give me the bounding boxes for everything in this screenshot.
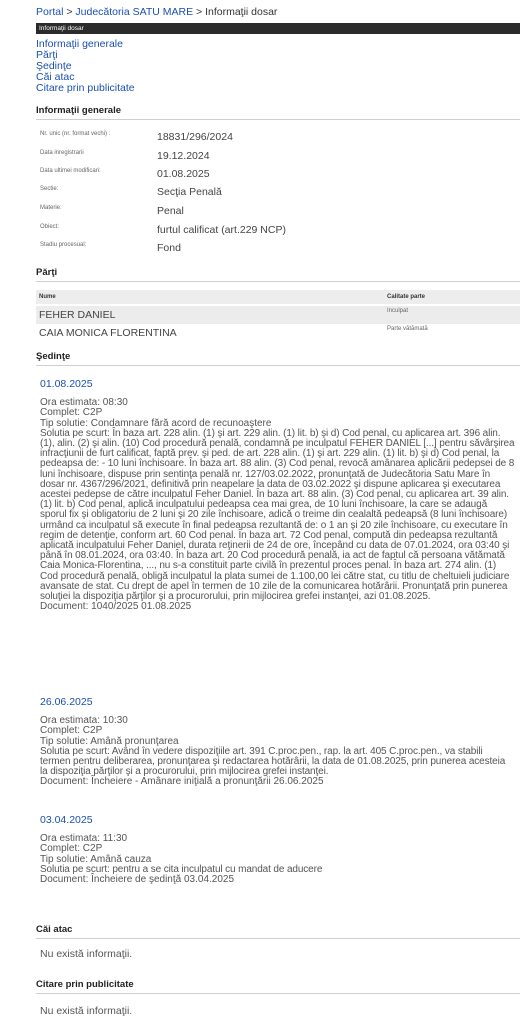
- table-row: [36, 324, 520, 342]
- info-label: Data inregistrarii: [40, 150, 84, 156]
- hearing-panel: Complet: C2P: [40, 407, 103, 419]
- info-row-data-modificari: [40, 168, 510, 186]
- nav-link-sedinte[interactable]: Şedinţe: [36, 60, 72, 72]
- section-title-parti: Părţi: [36, 267, 520, 282]
- section-title-general: Informaţii generale: [36, 105, 520, 120]
- breadcrumb-separator: >: [63, 6, 76, 18]
- hearing-time: Ora estimata: 11:30: [40, 833, 128, 845]
- info-label: Obiect:: [40, 224, 60, 230]
- breadcrumb-separator: >: [193, 6, 206, 18]
- hearing-document: Document: Încheiere de şedinţă 03.04.2025: [40, 874, 235, 886]
- nav-link-informatii-generale[interactable]: Informaţii generale: [36, 38, 123, 50]
- breadcrumb: [36, 6, 277, 18]
- column-header-calitate: Calitate parte: [387, 294, 426, 300]
- party-name: FEHER DANIEL: [39, 309, 116, 321]
- info-label: Materie:: [40, 205, 62, 211]
- citare-empty-message: Nu există informaţii.: [40, 1005, 133, 1017]
- hearing-item: [40, 379, 515, 612]
- page-title-bar: Informaţii dosar: [36, 23, 520, 34]
- info-row-nr-unic: [40, 131, 510, 149]
- hearing-time: Ora estimata: 10:30: [40, 715, 128, 727]
- hearing-panel: Complet: C2P: [40, 725, 103, 737]
- breadcrumb-court-link[interactable]: Judecătoria SATU MARE: [75, 6, 194, 18]
- breadcrumb-current: Informaţii dosar: [205, 6, 278, 18]
- column-header-nume: Nume: [39, 294, 56, 300]
- hearing-date-link[interactable]: 26.06.2025: [40, 696, 93, 708]
- info-label: Data ultimei modificari:: [40, 168, 101, 174]
- section-title-citare: Citare prin publicitate: [36, 979, 520, 994]
- hearing-item: [40, 815, 515, 885]
- cai-atac-empty-message: Nu există informaţii.: [40, 948, 133, 960]
- info-row-stadiu: [40, 242, 510, 260]
- hearing-solution-type: Tip solutie: Amână cauza: [40, 853, 152, 865]
- hearing-document: Document: Încheiere - Amânare iniţială a pronunţării 26.06.2025: [40, 776, 324, 788]
- hearing-document: Document: 1040/2025 01.08.2025: [40, 601, 192, 613]
- table-row: [36, 306, 520, 324]
- hearing-date-link[interactable]: 03.04.2025: [40, 814, 93, 826]
- info-row-data-inregistrarii: [40, 150, 510, 168]
- section-title-cai-atac: Căi atac: [36, 924, 520, 939]
- info-row-obiect: [40, 224, 510, 242]
- info-value: 01.08.2025: [157, 168, 210, 180]
- info-value: Secţia Penală: [157, 186, 222, 198]
- info-label: Nr. unic (nr. format vechi) :: [40, 131, 111, 137]
- info-value: furtul calificat (art.229 NCP): [157, 224, 286, 236]
- party-quality: Inculpat: [387, 308, 409, 314]
- hearing-solution-summary: Solutia pe scurt: În baza art. 228 alin. (1) şi art. 229 alin. (1) lit. b) şi d) Cod penal, cu aplicarea art. 396 alin. (1), alin. (2) şi alin. (10) Cod procedură penală, condamnă pe inculpatul FEHER DANIEL [...] pentru săvârşirea infracţiunii de furt calificat, faptă prev. şi ped. de art. 228 alin. (1) şi art. 229 alin. (1) lit. b) şi d) Cod penal, la pedeapsa de: - 10 luni închisoare. În baza art. 88 alin. (3) Cod penal, revocă amânarea aplicării pedepsei de 8 luni închisoare, dispuse prin sentinţa penală nr. 127/03.02.2022, pronunţată de Judecătoria Satu Mare în dosar nr. 4367/296/2021, definitivă prin neapelare la data de 03.02.2022 şi dispune aplicarea şi executarea acestei pedepse de către inculpatul Feher Daniel. În baza art. 88 alin. (3) Cod penal, cu aplicarea art. 39 alin. (1) lit. b) Cod penal, aplică inculpatului pedeapsa cea mai grea, de 10 luni închisoare, la care se adaugă sporul fix şi obligatoriu de 2 luni şi 20 zile închisoare, adică o treime din cealaltă pedeapsă (8 luni închisoare) urmând ca inculpatul să execute în final pedeapsa rezultantă de: o 1 an şi 20 zile închisoare, cu executare în regim de detenţie, conform art. 60 Cod penal. În baza art. 72 Cod penal, compută din pedeapsa rezultantă aplicată inculpatului Feher Daniel, durata reţinerii de 24 de ore, începând cu data de 07.01.2024, ora 03:40 şi până în 08.01.2024, ora 03:40. În baza art. 20 Cod procedură penală, ia act de faptul că persoana vătămată Caia Monica-Florentina, ..., nu s-a constituit parte civilă în prezentul proces penal. În baza art. 274 alin. (1) Cod procedură penală, obligă inculpatul la plata sumei de 1.100,00 lei către stat, cu titlu de cheltuieli judiciare avansate de stat. Cu drept de apel în termen de 10 zile de la comunicarea hotărârii. Pronunţată prin punerea soluţiei la dispoziţia părţilor şi a procurorului, prin mijlocirea grefei instanţei, azi 01.08.2025.: [40, 427, 515, 603]
- section-nav: [36, 39, 135, 94]
- info-value: Fond: [157, 242, 181, 254]
- hearing-solution-summary: Solutia pe scurt: Având în vedere dispoziţiile art. 391 C.proc.pen., rap. la art. 405 C.proc.pen., va stabili termen pentru deliberarea, pronunţarea şi redactarea hotărârii, la data de 01.08.2025, prin punerea acesteia la dispoziţia părţilor şi a procurorului, prin mijlocirea grefei instanţei.: [40, 745, 506, 778]
- info-label: Sectie:: [40, 186, 59, 192]
- section-title-sedinte: Şedinţe: [36, 351, 520, 366]
- info-value: 18831/296/2024: [157, 131, 233, 143]
- party-quality: Parte vătămată: [387, 326, 428, 332]
- info-row-sectie: [40, 186, 510, 204]
- info-value: Penal: [157, 205, 184, 217]
- info-value: 19.12.2024: [157, 150, 210, 162]
- nav-link-parti[interactable]: Părţi: [36, 49, 58, 61]
- party-name: CAIA MONICA FLORENTINA: [39, 327, 177, 339]
- hearing-item: [40, 697, 515, 788]
- info-row-materie: [40, 205, 510, 223]
- hearing-solution-type: Tip solutie: Amână pronunţarea: [40, 735, 179, 747]
- hearing-date-link[interactable]: 01.08.2025: [40, 378, 93, 390]
- hearing-time: Ora estimata: 08:30: [40, 397, 128, 409]
- hearing-solution-summary: Solutia pe scurt: pentru a se cita inculpatul cu mandat de aducere: [40, 863, 323, 875]
- hearing-solution-type: Tip solutie: Condamnare fără acord de recunoaştere: [40, 417, 272, 429]
- parti-table-header: [36, 290, 520, 304]
- hearing-panel: Complet: C2P: [40, 843, 103, 855]
- breadcrumb-portal-link[interactable]: Portal: [36, 6, 64, 18]
- nav-link-citare-publicitate[interactable]: Citare prin publicitate: [36, 82, 135, 94]
- nav-link-cai-atac[interactable]: Căi atac: [36, 71, 75, 83]
- info-label: Stadiu procesual:: [40, 242, 87, 248]
